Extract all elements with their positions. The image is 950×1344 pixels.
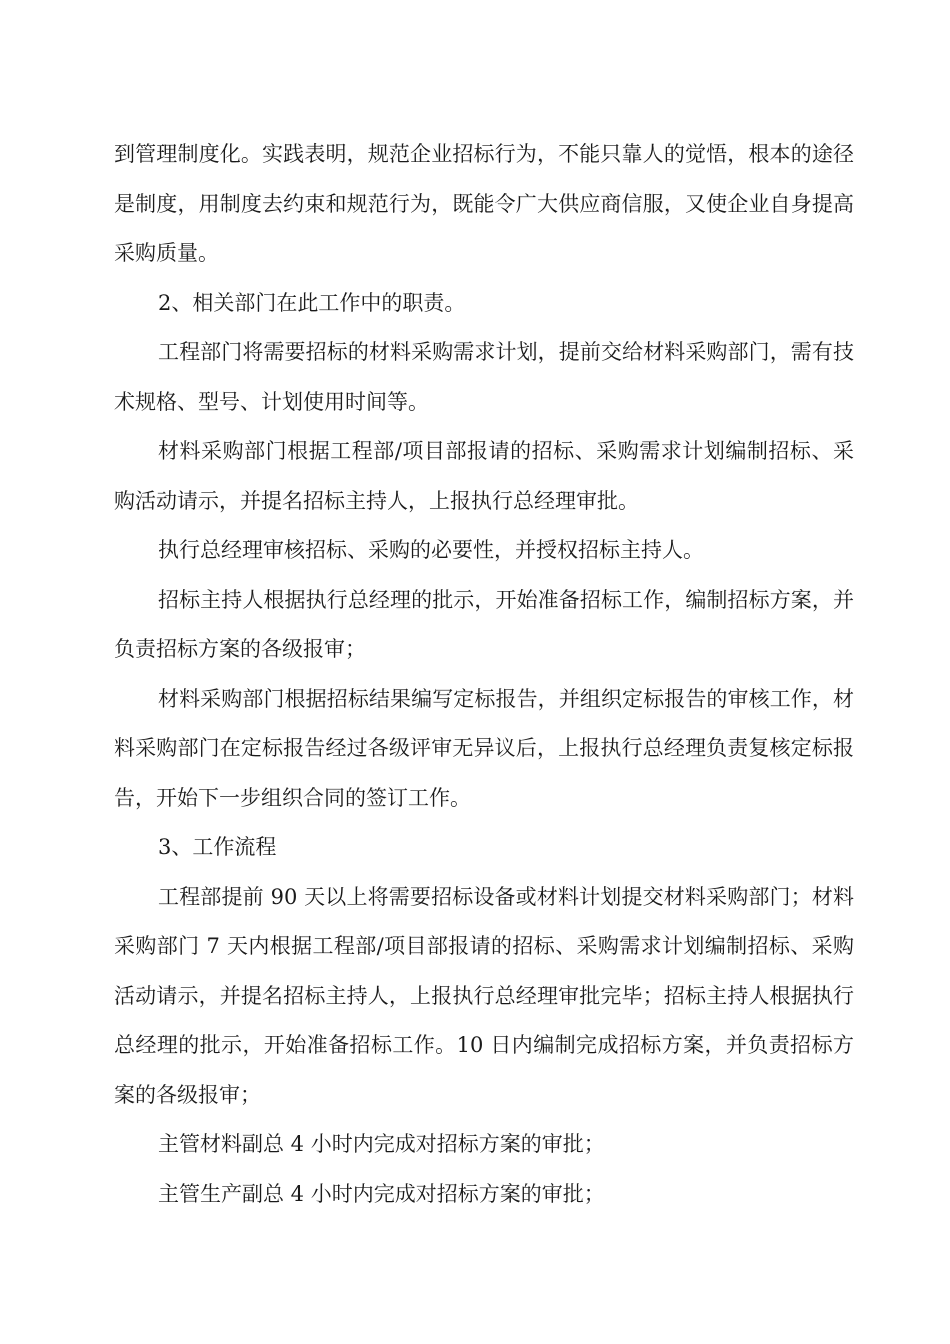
paragraph-award-report: 材料采购部门根据招标结果编写定标报告，并组织定标报告的审核工作，材料采购部门在定标报告经过各级评审无异议后，上报执行总经理负责复核定标报告，开始下一步组织合同的签订工作。 bbox=[114, 686, 854, 810]
section-heading-workflow: 3、工作流程 bbox=[158, 835, 277, 859]
paragraph-workflow-steps: 工程部提前 90 天以上将需要招标设备或材料计划提交材料采购部门；材料采购部门 7 天内根据工程部/项目部报请的招标、采购需求计划编制招标、采购活动请示，并提名招标主持人，上报执行总经理审批完毕；招标主持人根据执行总经理的批示，开始准备招标工作。10 日内编制完成招标方案，并负责招标方案的各级报审； bbox=[114, 884, 854, 1107]
paragraph-continuation: 到管理制度化。实践表明，规范企业招标行为，不能只靠人的觉悟，根本的途径是制度，用制度去约束和规范行为，既能令广大供应商信服，又使企业自身提高采购质量。 bbox=[114, 142, 854, 265]
paragraph-engineering-dept: 工程部门将需要招标的材料采购需求计划，提前交给材料采购部门，需有技术规格、型号、计划使用时间等。 bbox=[114, 340, 854, 414]
paragraph-executive-manager: 执行总经理审核招标、采购的必要性，并授权招标主持人。 bbox=[158, 538, 704, 562]
paragraph-tender-host: 招标主持人根据执行总经理的批示，开始准备招标工作，编制招标方案，并负责招标方案的各级报审； bbox=[114, 587, 854, 661]
document-body bbox=[114, 130, 854, 1219]
section-heading-responsibilities: 2、相关部门在此工作中的职责。 bbox=[158, 290, 466, 315]
paragraph-materials-vp-approval: 主管材料副总 4 小时内完成对招标方案的审批； bbox=[158, 1132, 605, 1156]
paragraph-production-vp-approval: 主管生产副总 4 小时内完成对招标方案的审批； bbox=[158, 1181, 605, 1206]
paragraph-procurement-dept: 材料采购部门根据工程部/项目部报请的招标、采购需求计划编制招标、采购活动请示，并提名招标主持人，上报执行总经理审批。 bbox=[114, 439, 854, 513]
